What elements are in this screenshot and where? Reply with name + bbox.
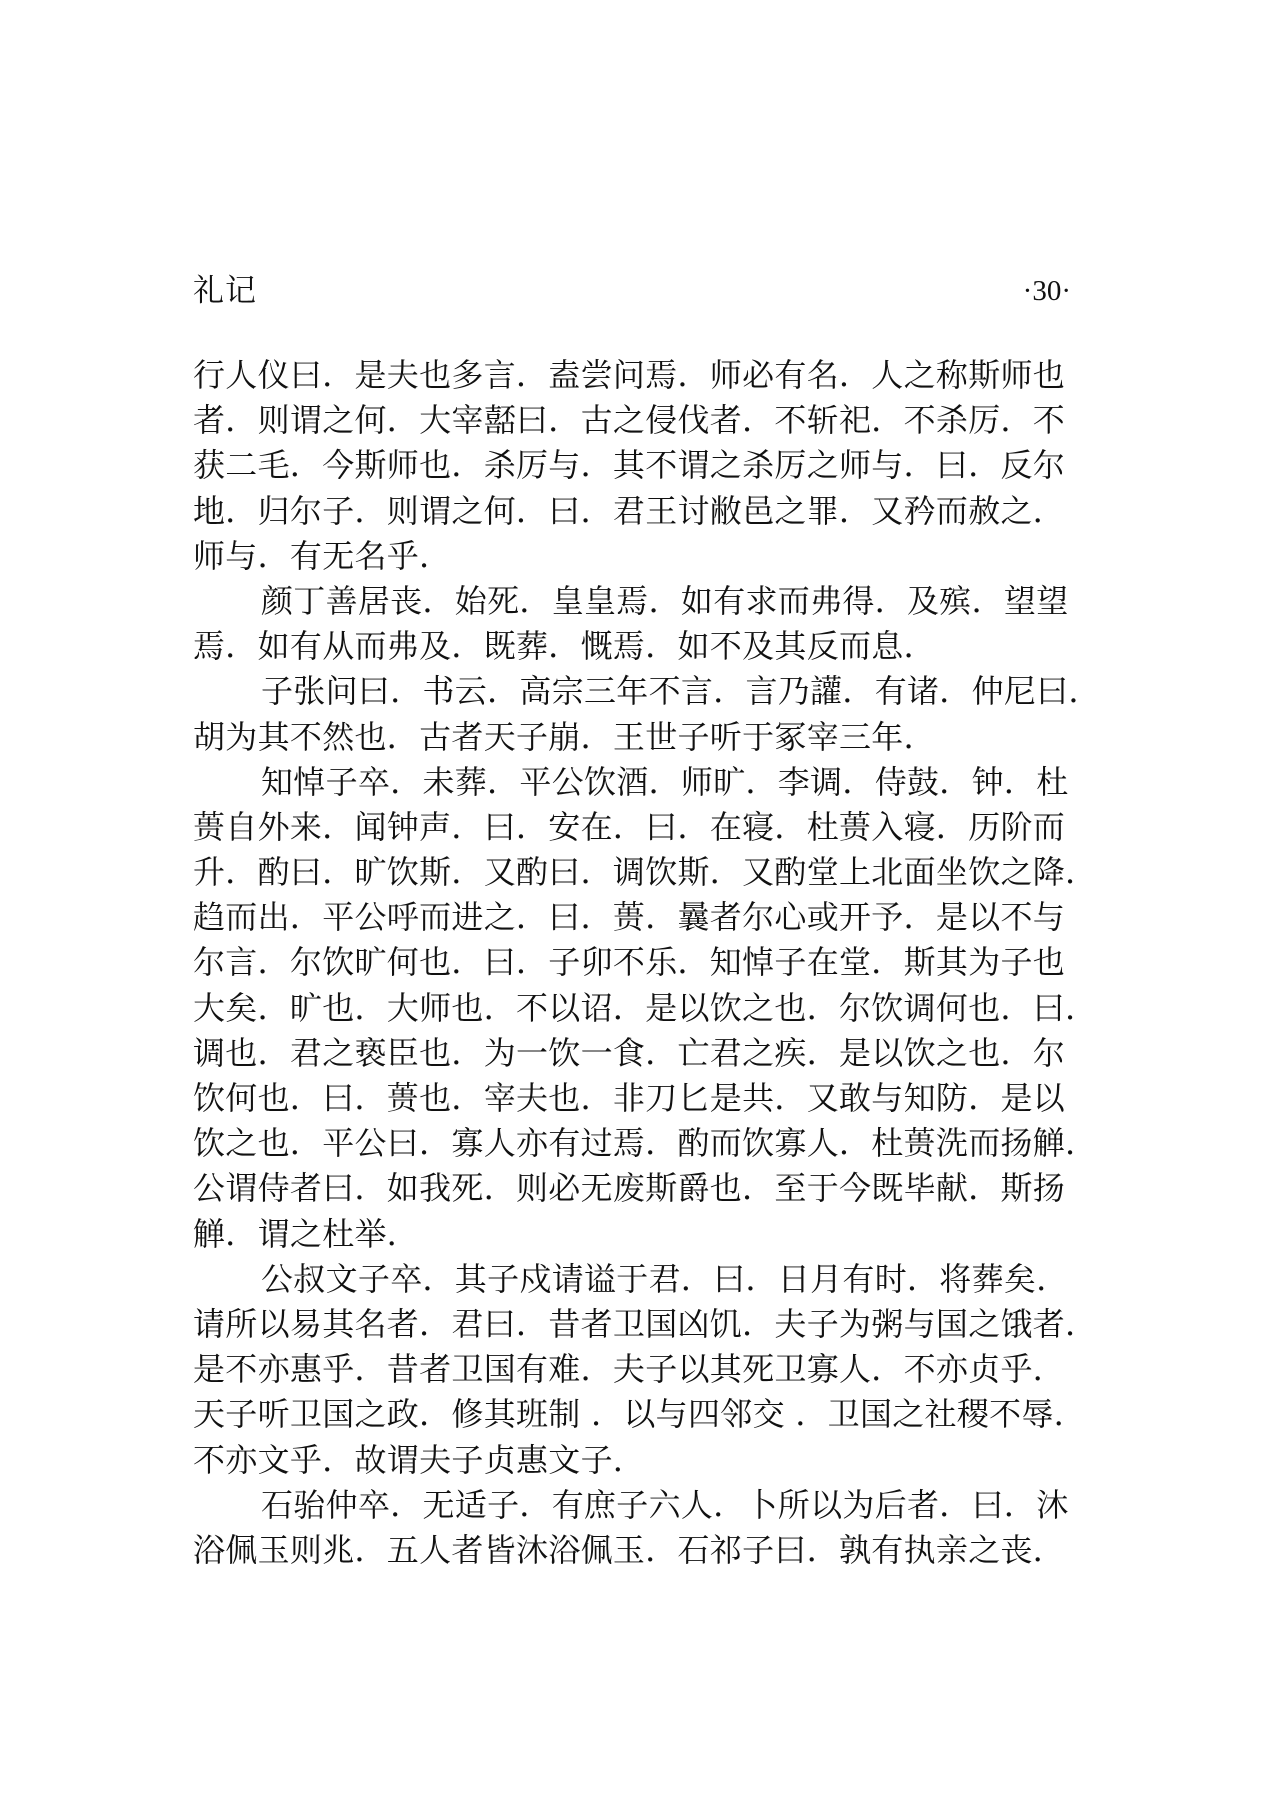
paragraph (193, 760, 1098, 1257)
running-header (193, 266, 1071, 316)
text-line: 胡为其不然也．古者天子崩．王世子听于冢宰三年． (193, 717, 936, 756)
text-line: 颜丁善居丧．始死．皇皇焉．如有求而弗得．及殡．望望 (261, 581, 1069, 620)
text-line: 饮何也．曰．蒉也．宰夫也．非刀匕是共．又敢与知防．是以 (193, 1079, 1066, 1117)
paragraph (193, 1257, 1098, 1483)
text-line: 浴佩玉则兆．五人者皆沐浴佩玉．石祁子曰．孰有执亲之丧． (193, 1530, 1066, 1569)
text-line: 获二毛．今斯师也．杀厉与．其不谓之杀厉之师与．曰．反尔 (193, 446, 1066, 485)
text-line: 地．归尔子．则谓之何．曰．君王讨敝邑之罪．又矜而赦之． (193, 491, 1066, 530)
text-line: 天子听卫国之政．修其班制 ．以与四邻交 ．卫国之社稷不辱． (193, 1395, 1087, 1434)
text-line: 师与．有无名乎． (193, 536, 452, 575)
page-number: ·30· (1022, 275, 1071, 307)
text-line: 升．酌曰．旷饮斯．又酌曰．调饮斯．又酌堂上北面坐饮之降． (193, 853, 1098, 892)
text-line: 不亦文乎．故谓夫子贞惠文子． (193, 1440, 646, 1479)
text-line: 是不亦惠乎．昔者卫国有难．夫子以其死卫寡人．不亦贞乎． (193, 1350, 1066, 1389)
paragraph (193, 353, 1077, 579)
text-line: 趋而出．平公呼而进之．曰．蒉．曩者尔心或开予．是以不与 (193, 898, 1066, 937)
text-line: 公谓侍者曰．如我死．则必无废斯爵也．至于今既毕献．斯扬 (193, 1169, 1066, 1208)
paragraph (193, 579, 1077, 669)
text-line: 子张问曰．书云．高宗三年不言．言乃讙．有诸．仲尼曰． (261, 672, 1101, 711)
text-line: 知悼子卒．未葬．平公饮酒．师旷．李调．侍鼓．钟．杜 (261, 762, 1069, 801)
text-line: 饮之也．平公曰．寡人亦有过焉．酌而饮寡人．杜蒉洗而扬觯． (193, 1124, 1098, 1163)
text-line: 调也．君之亵臣也．为一饮一食．亡君之疾．是以饮之也．尔 (193, 1033, 1066, 1072)
text-line: 觯．谓之杜举． (193, 1214, 420, 1253)
text-line: 公叔文子卒．其子戍请谥于君．曰．日月有时．将葬矣． (261, 1259, 1069, 1298)
text-line: 石骀仲卒．无适子．有庶子六人．卜所以为后者．曰．沐 (261, 1485, 1069, 1524)
text-line: 蒉自外来．闻钟声．曰．安在．曰．在寝．杜蒉入寝．历阶而 (193, 807, 1066, 846)
text-line: 焉．如有从而弗及．既葬．慨焉．如不及其反而息． (193, 627, 936, 666)
paragraph (193, 1483, 1077, 1573)
text-line: 尔言．尔饮旷何也．曰．子卯不乐．知悼子在堂．斯其为子也 (193, 943, 1066, 982)
paragraph (193, 669, 1101, 759)
body-text (193, 353, 1101, 1573)
text-line: 请所以易其名者．君曰．昔者卫国凶饥．夫子为粥与国之饿者． (193, 1304, 1098, 1343)
book-title: 礼记 (193, 273, 257, 309)
text-line: 大矣．旷也．大师也．不以诏．是以饮之也．尔饮调何也．曰． (193, 988, 1098, 1027)
text-line: 行人仪曰．是夫也多言．盍尝问焉．师必有名．人之称斯师也 (193, 356, 1066, 394)
text-line: 者．则谓之何．大宰嚭曰．古之侵伐者．不斩祀．不杀厉．不 (193, 401, 1066, 440)
